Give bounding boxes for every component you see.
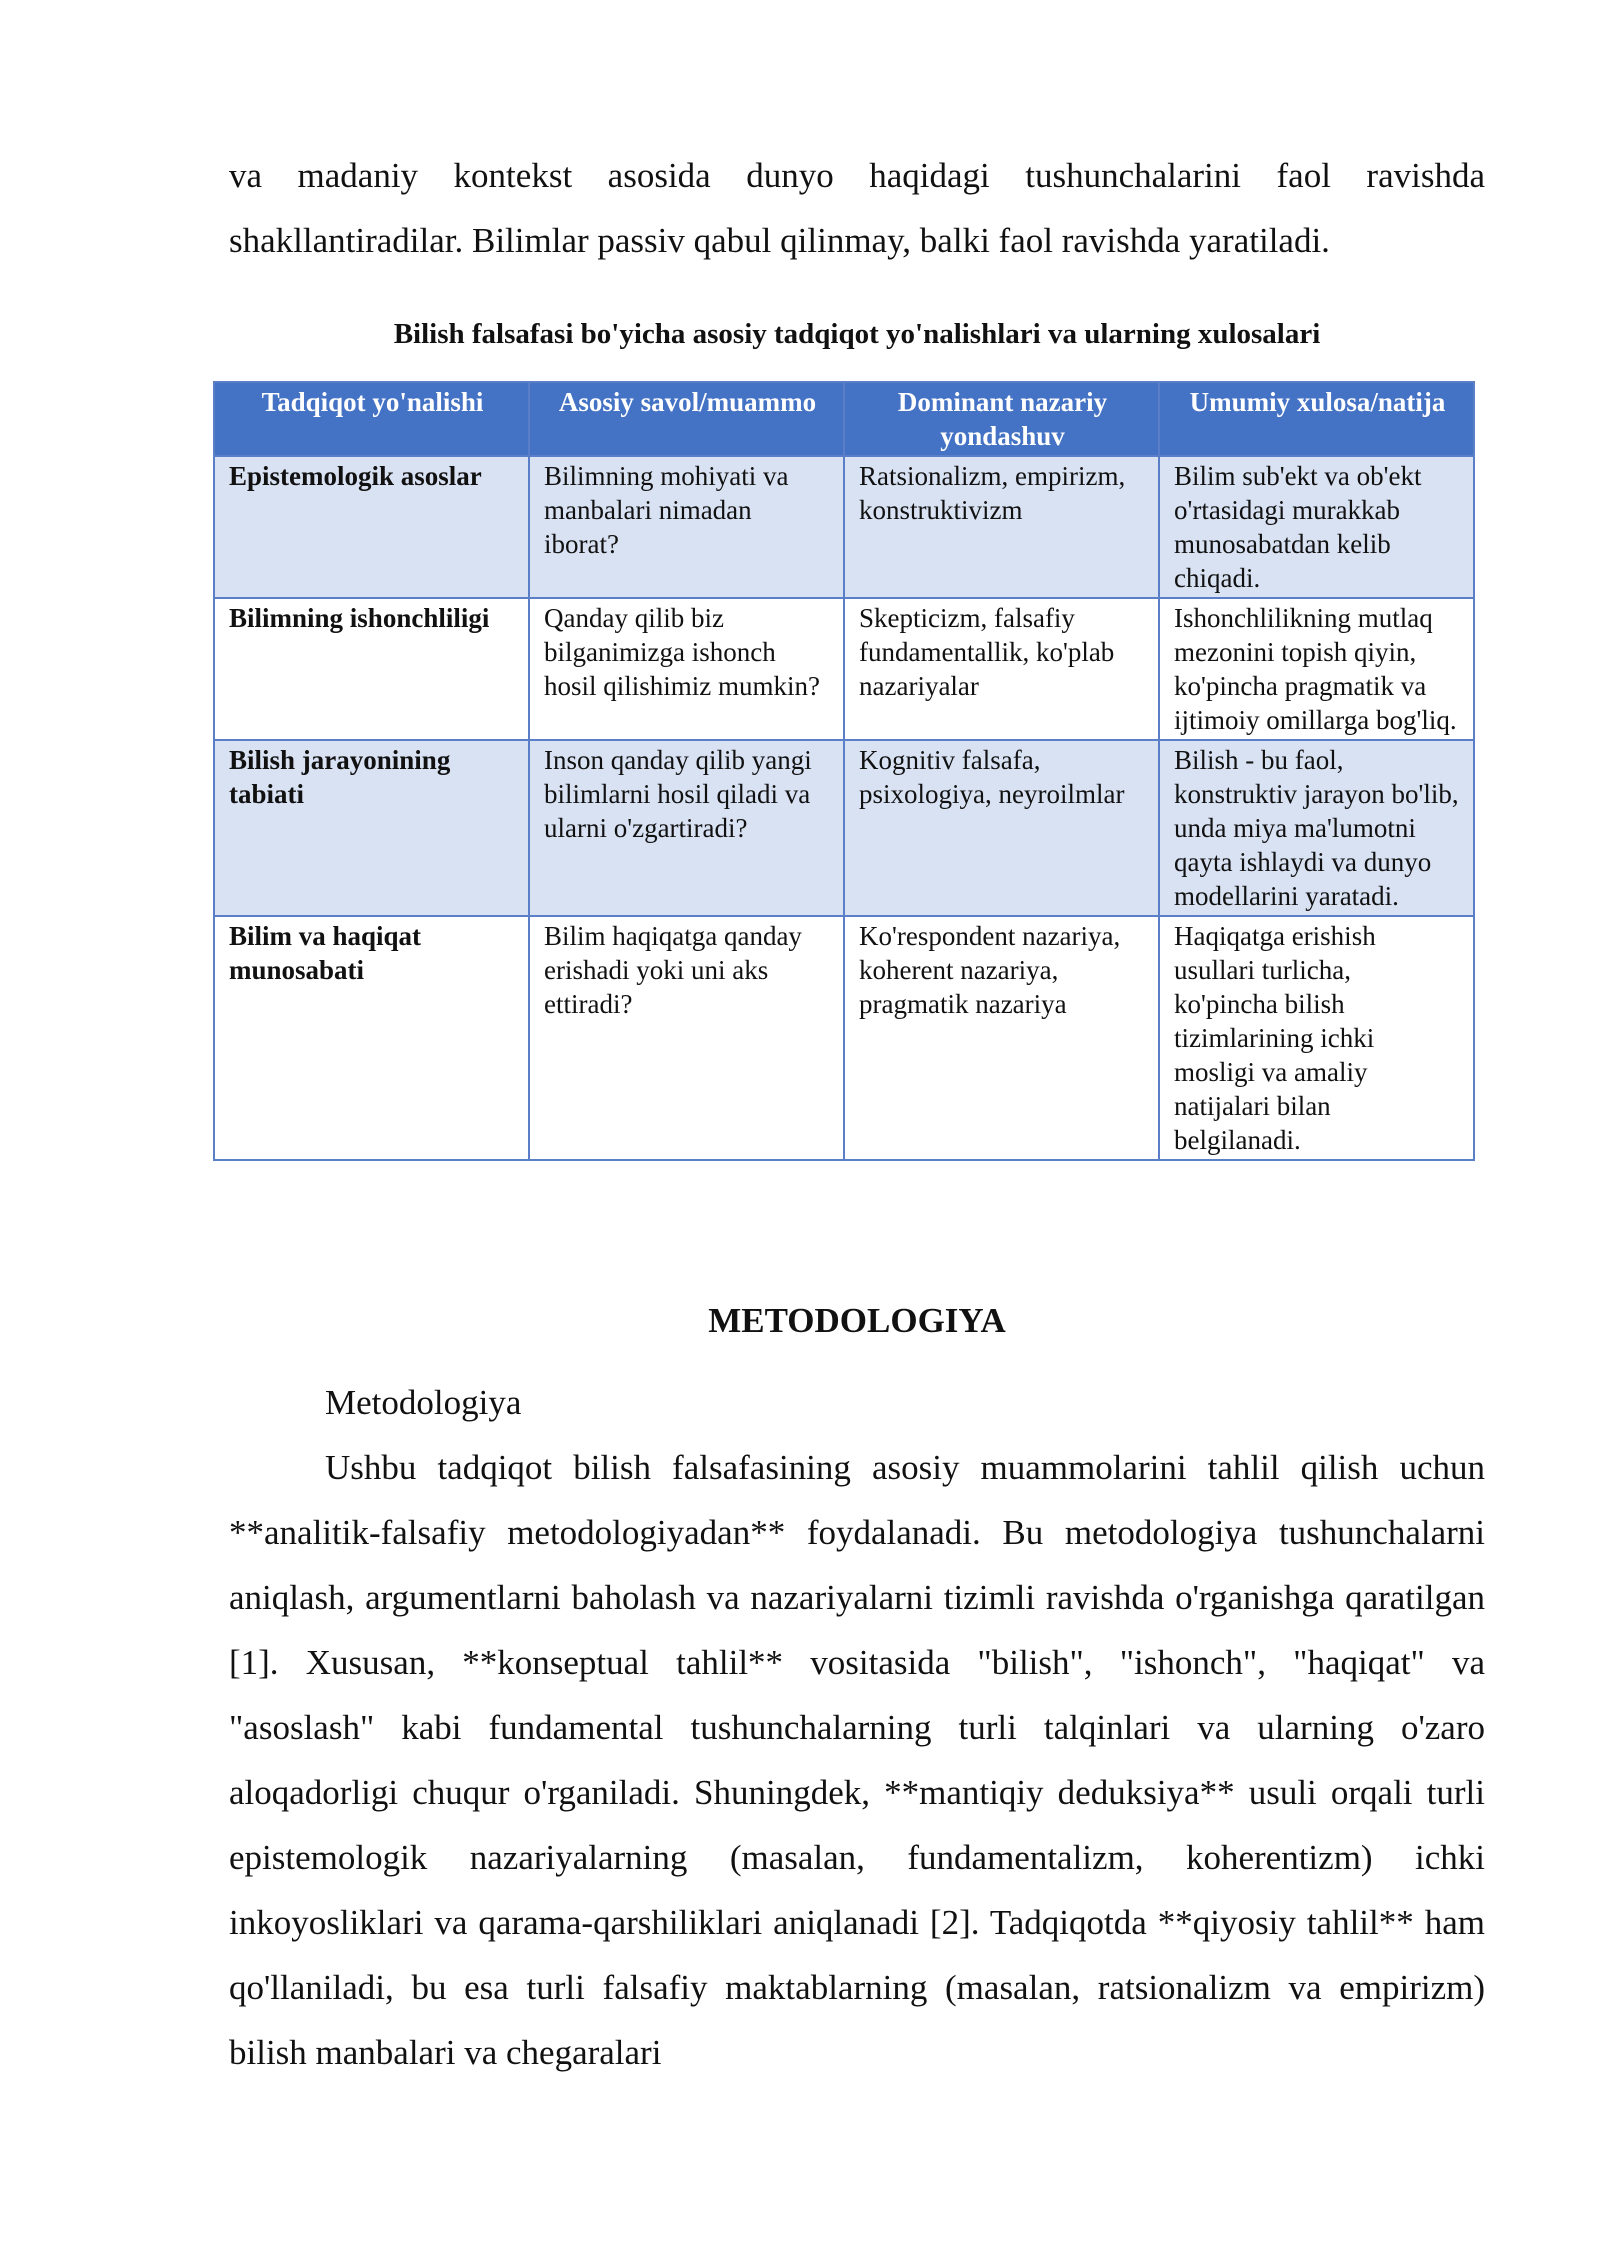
table-cell: Bilish - bu faol, konstruktiv jarayon bo'lib, unda miya ma'lumotni qayta ishlaydi va dunyo modellarini yaratadi. [1159, 740, 1474, 916]
table-cell: Bilim va haqiqat munosabati [214, 916, 529, 1160]
table-cell: Epistemologik asoslar [214, 456, 529, 598]
header-cell-question: Asosiy savol/muammo [529, 382, 844, 456]
table-row [214, 916, 1474, 1160]
table-cell: Ko'respondent nazariya, koherent nazariya, pragmatik nazariya [844, 916, 1159, 1160]
table-cell: Ratsionalizm, empirizm, konstruktivizm [844, 456, 1159, 598]
header-cell-direction: Tadqiqot yo'nalishi [214, 382, 529, 456]
table-row [214, 598, 1474, 740]
table-cell: Ishonchlilikning mutlaq mezonini topish qiyin, ko'pincha pragmatik va ijtimoiy omillarga bog'liq. [1159, 598, 1474, 740]
table-cell: Bilim sub'ekt va ob'ekt o'rtasidagi murakkab munosabatdan kelib chiqadi. [1159, 456, 1474, 598]
table-header-row [214, 382, 1474, 456]
table-cell: Inson qanday qilib yangi bilimlarni hosil qiladi va ularni o'zgartiradi? [529, 740, 844, 916]
intro-paragraph: va madaniy kontekst asosida dunyo haqidagi tushunchalarini faol ravishda shakllantiradilar. Bilimlar passiv qabul qilinmay, balki faol ravishda yaratiladi. [229, 156, 1485, 260]
section-subheading: Metodologiya [325, 1383, 522, 1422]
methodology-paragraph: Ushbu tadqiqot bilish falsafasining asosiy muammolarini tahlil qilish uchun **analitik-falsafiy metodologiyadan** foydalanadi. Bu metodologiya tushunchalarni aniqlash, argumentlarni baholash va nazariyalarni tizimli ravishda o'rganishga qaratilgan [1]. Xususan, **konseptual tahlil** vositasida "bilish", "ishonch", "haqiqat" va "asoslash" kabi fundamental tushunchalarning turli talqinlari va ularning o'zaro aloqadorligi chuqur o'rganiladi. Shuningdek, **mantiqiy deduksiya** usuli orqali turli epistemologik nazariyalarning (masalan, fundamentalizm, koherentizm) ichki inkoyosliklari va qarama-qarshiliklari aniqlanadi [2]. Tadqiqotda **qiyosiy tahlil** ham qo'llaniladi, bu esa turli falsafiy maktablarning (masalan, ratsionalizm va empirizm) bilish manbalari va chegaralari [229, 1448, 1485, 2072]
table-cell: Bilish jarayonining tabiati [214, 740, 529, 916]
table-cell: Skepticizm, falsafiy fundamentallik, ko'plab nazariyalar [844, 598, 1159, 740]
table-row [214, 740, 1474, 916]
header-cell-conclusion: Umumiy xulosa/natija [1159, 382, 1474, 456]
table-row [214, 456, 1474, 598]
research-directions-table [213, 381, 1475, 1161]
section-heading: METODOLOGIYA [708, 1301, 1006, 1340]
table-cell: Bilimning mohiyati va manbalari nimadan iborat? [529, 456, 844, 598]
table-cell: Haqiqatga erishish usullari turlicha, ko'pincha bilish tizimlarining ichki mosligi va amaliy natijalari bilan belgilanadi. [1159, 916, 1474, 1160]
table-cell: Bilim haqiqatga qanday erishadi yoki uni aks ettiradi? [529, 916, 844, 1160]
table-cell: Bilimning ishonchliligi [214, 598, 529, 740]
table-cell: Qanday qilib biz bilganimizga ishonch hosil qilishimiz mumkin? [529, 598, 844, 740]
table-caption: Bilish falsafasi bo'yicha asosiy tadqiqot yo'nalishlari va ularning xulosalari [393, 318, 1321, 350]
table-cell: Kognitiv falsafa, psixologiya, neyroilmlar [844, 740, 1159, 916]
header-cell-approach: Dominant nazariy yondashuv [844, 382, 1159, 456]
